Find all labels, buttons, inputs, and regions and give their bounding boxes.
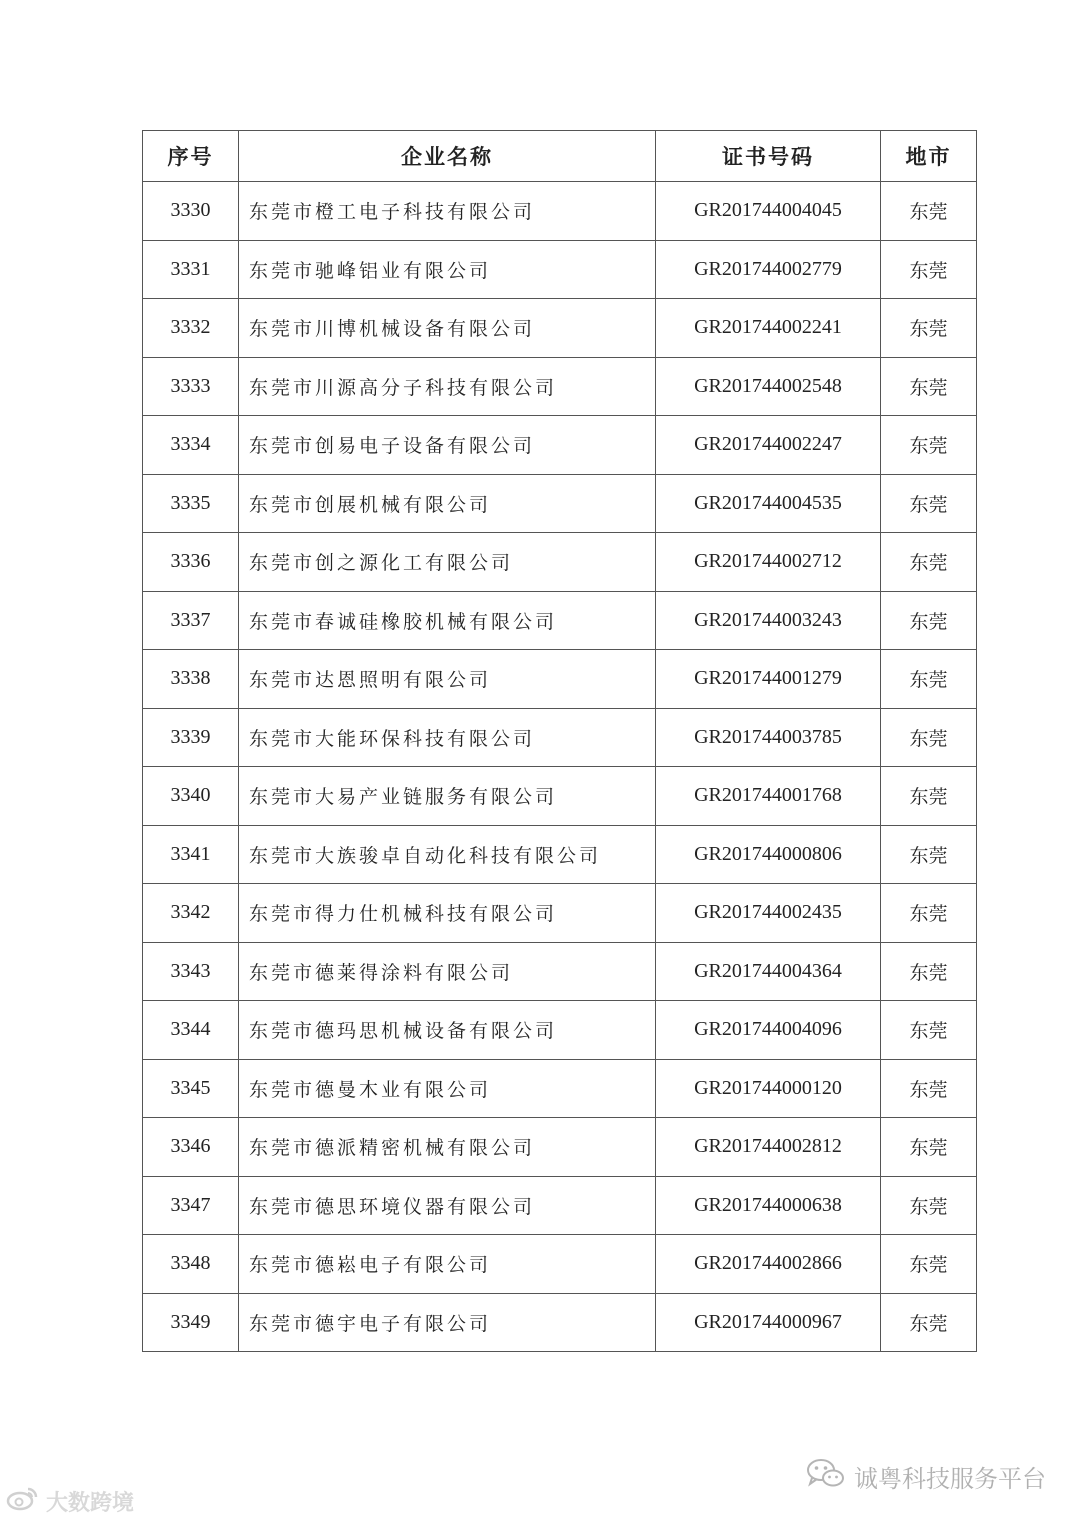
company-name: 东莞市春诚硅橡胶机械有限公司	[239, 591, 656, 650]
company-name: 东莞市大能环保科技有限公司	[239, 708, 656, 767]
company-name: 东莞市德宇电子有限公司	[239, 1293, 656, 1352]
city: 东莞	[881, 591, 977, 650]
row-index: 3340	[143, 767, 239, 826]
certificate-number: GR201744002712	[656, 533, 881, 592]
certificate-number: GR201744003785	[656, 708, 881, 767]
table-row	[143, 1235, 977, 1294]
row-index: 3343	[143, 942, 239, 1001]
city: 东莞	[881, 416, 977, 475]
certificate-number: GR201744000120	[656, 1059, 881, 1118]
table-row	[143, 299, 977, 358]
row-index: 3336	[143, 533, 239, 592]
company-name: 东莞市川源高分子科技有限公司	[239, 357, 656, 416]
table-row	[143, 1176, 977, 1235]
header-index: 序号	[143, 131, 239, 182]
row-index: 3331	[143, 240, 239, 299]
certificate-number: GR201744004364	[656, 942, 881, 1001]
city: 东莞	[881, 825, 977, 884]
table-row	[143, 591, 977, 650]
company-name: 东莞市德曼木业有限公司	[239, 1059, 656, 1118]
row-index: 3344	[143, 1001, 239, 1060]
header-city: 地市	[881, 131, 977, 182]
company-name: 东莞市德崧电子有限公司	[239, 1235, 656, 1294]
company-name: 东莞市创之源化工有限公司	[239, 533, 656, 592]
city: 东莞	[881, 299, 977, 358]
city: 东莞	[881, 474, 977, 533]
certificate-number: GR201744004096	[656, 1001, 881, 1060]
city: 东莞	[881, 884, 977, 943]
table-header-row	[143, 131, 977, 182]
certificate-number: GR201744003243	[656, 591, 881, 650]
table-row	[143, 650, 977, 709]
row-index: 3347	[143, 1176, 239, 1235]
watermark-left	[6, 1485, 134, 1517]
city: 东莞	[881, 1293, 977, 1352]
company-name: 东莞市德玛思机械设备有限公司	[239, 1001, 656, 1060]
certificate-number: GR201744001768	[656, 767, 881, 826]
table-row	[143, 1293, 977, 1352]
row-index: 3342	[143, 884, 239, 943]
city: 东莞	[881, 942, 977, 1001]
city: 东莞	[881, 1176, 977, 1235]
row-index: 3341	[143, 825, 239, 884]
company-name: 东莞市创展机械有限公司	[239, 474, 656, 533]
certificate-number: GR201744000806	[656, 825, 881, 884]
city: 东莞	[881, 357, 977, 416]
watermark-right	[806, 1457, 1046, 1495]
header-certificate-number: 证书号码	[656, 131, 881, 182]
city: 东莞	[881, 650, 977, 709]
row-index: 3335	[143, 474, 239, 533]
certificate-number: GR201744002247	[656, 416, 881, 475]
city: 东莞	[881, 1235, 977, 1294]
row-index: 3333	[143, 357, 239, 416]
row-index: 3337	[143, 591, 239, 650]
city: 东莞	[881, 1059, 977, 1118]
company-name: 东莞市橙工电子科技有限公司	[239, 182, 656, 241]
company-name: 东莞市德莱得涂料有限公司	[239, 942, 656, 1001]
row-index: 3346	[143, 1118, 239, 1177]
row-index: 3349	[143, 1293, 239, 1352]
company-name: 东莞市川博机械设备有限公司	[239, 299, 656, 358]
table-body	[143, 182, 977, 1352]
company-name: 东莞市驰峰铝业有限公司	[239, 240, 656, 299]
company-name: 东莞市德思环境仪器有限公司	[239, 1176, 656, 1235]
table-row	[143, 825, 977, 884]
company-name: 东莞市大易产业链服务有限公司	[239, 767, 656, 826]
table-row	[143, 474, 977, 533]
table-row	[143, 240, 977, 299]
city: 东莞	[881, 240, 977, 299]
city: 东莞	[881, 708, 977, 767]
certificate-number: GR201744004045	[656, 182, 881, 241]
row-index: 3338	[143, 650, 239, 709]
table-row	[143, 182, 977, 241]
city: 东莞	[881, 1001, 977, 1060]
certificate-number: GR201744002866	[656, 1235, 881, 1294]
row-index: 3348	[143, 1235, 239, 1294]
row-index: 3334	[143, 416, 239, 475]
certificate-number: GR201744002812	[656, 1118, 881, 1177]
certificate-number: GR201744000967	[656, 1293, 881, 1352]
row-index: 3330	[143, 182, 239, 241]
certificate-number: GR201744000638	[656, 1176, 881, 1235]
certificate-number: GR201744001279	[656, 650, 881, 709]
table-row	[143, 533, 977, 592]
certificate-number: GR201744002435	[656, 884, 881, 943]
table-row	[143, 1001, 977, 1060]
certificate-number: GR201744002779	[656, 240, 881, 299]
watermark-left-text: 大数跨境	[46, 1490, 135, 1516]
row-index: 3339	[143, 708, 239, 767]
company-name: 东莞市创易电子设备有限公司	[239, 416, 656, 475]
certificate-table	[142, 130, 977, 1352]
city: 东莞	[881, 767, 977, 826]
header-company-name: 企业名称	[239, 131, 656, 182]
table-row	[143, 1118, 977, 1177]
watermark-right-text: 诚粤科技服务平台	[854, 1464, 1046, 1493]
city: 东莞	[881, 182, 977, 241]
table-row	[143, 767, 977, 826]
city: 东莞	[881, 533, 977, 592]
table-row	[143, 942, 977, 1001]
certificate-number: GR201744004535	[656, 474, 881, 533]
row-index: 3345	[143, 1059, 239, 1118]
certificate-number: GR201744002241	[656, 299, 881, 358]
table-row	[143, 884, 977, 943]
wechat-logo-icon	[806, 1457, 846, 1495]
row-index: 3332	[143, 299, 239, 358]
certificate-number: GR201744002548	[656, 357, 881, 416]
company-name: 东莞市大族骏卓自动化科技有限公司	[239, 825, 656, 884]
company-name: 东莞市德派精密机械有限公司	[239, 1118, 656, 1177]
table-row	[143, 1059, 977, 1118]
company-name: 东莞市得力仕机械科技有限公司	[239, 884, 656, 943]
city: 东莞	[881, 1118, 977, 1177]
table-row	[143, 416, 977, 475]
company-name: 东莞市达恩照明有限公司	[239, 650, 656, 709]
table-row	[143, 357, 977, 416]
table-row	[143, 708, 977, 767]
weibo-logo-icon	[6, 1485, 40, 1517]
